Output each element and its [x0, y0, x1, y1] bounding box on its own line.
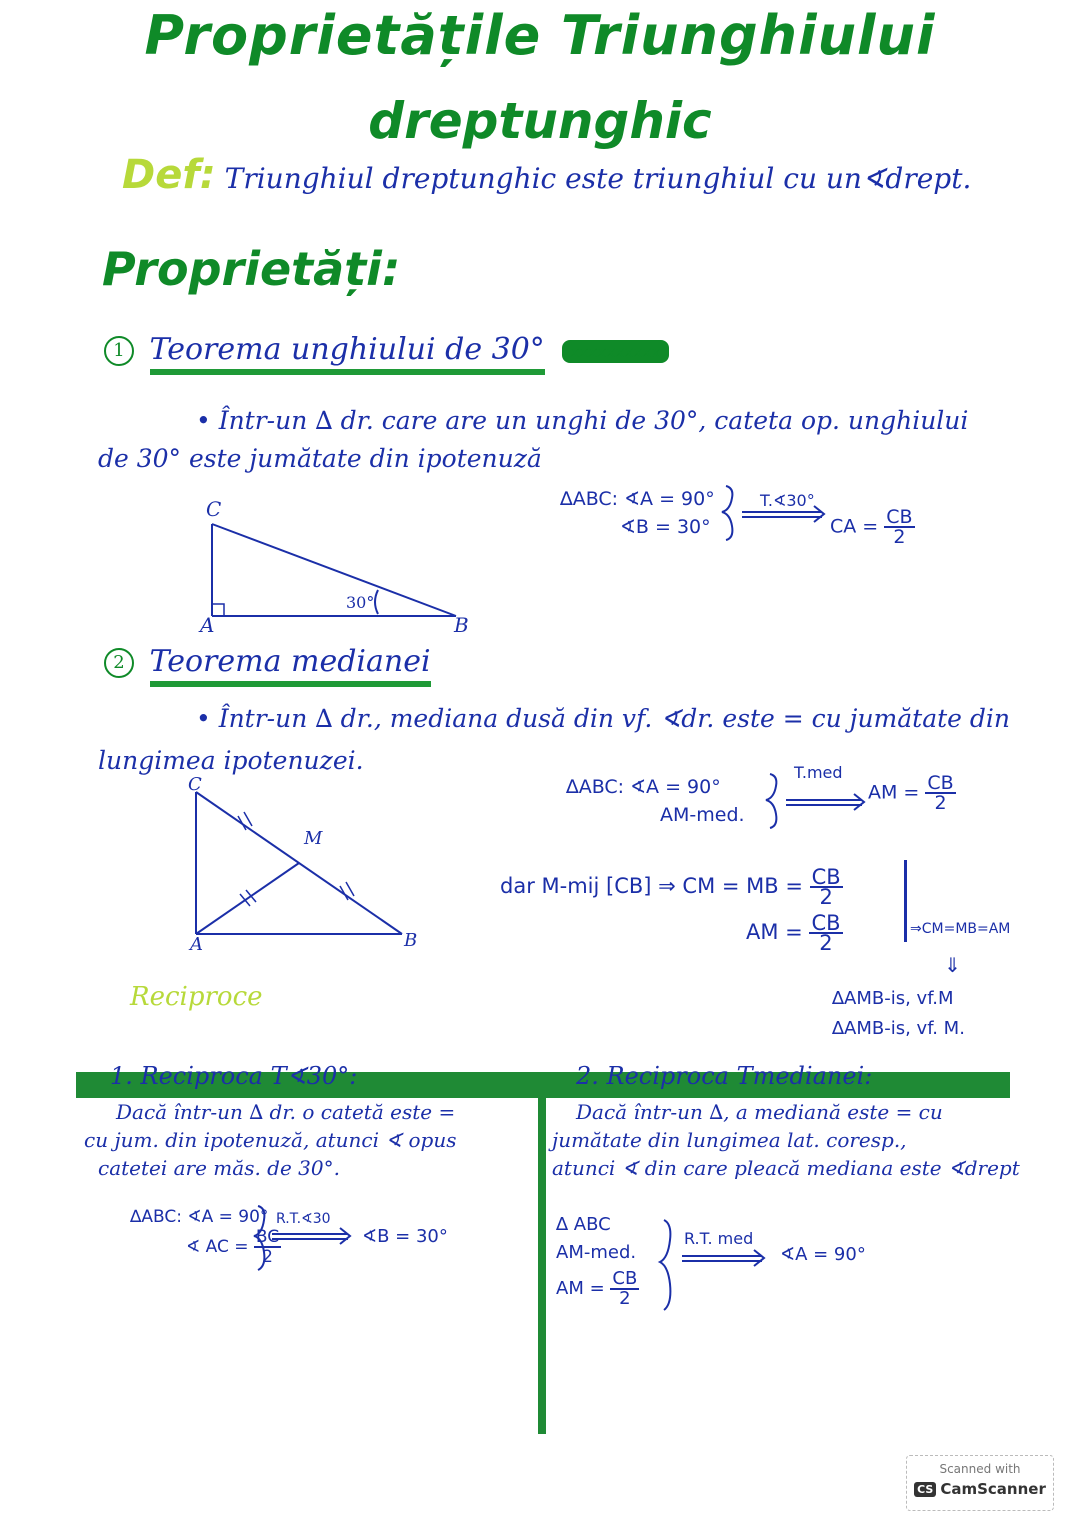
- reciproc1-title: 1. Reciproca T∢30°:: [110, 1062, 358, 1090]
- reciproc1-hyp2-text: ∢ AC =: [186, 1237, 249, 1257]
- fraction-denominator: 2: [819, 885, 833, 909]
- fraction-numerator: CB: [612, 1268, 638, 1289]
- definition-text: Triunghiul dreptunghic este triunghiul cu un∢drept.: [224, 162, 972, 195]
- fraction-denominator: 2: [262, 1247, 273, 1267]
- theorem1-heading: [104, 332, 669, 367]
- vertex-b: B: [454, 613, 469, 637]
- fraction-numerator: CB: [811, 911, 841, 935]
- brace-bar: [904, 860, 907, 942]
- triangle-30-figure: [190, 497, 490, 640]
- column-divider: [538, 1072, 546, 1434]
- theorem2-number: 2: [104, 648, 134, 678]
- reciproc1-hyp1: ∆ABC: ∢A = 90°: [130, 1207, 269, 1227]
- theorem2-arrow-label: T.med: [794, 763, 843, 782]
- theorem2-statement-2: lungimea ipotenuzei.: [98, 746, 364, 775]
- theorem2-title: Teorema medianei: [150, 644, 431, 687]
- theorem1-number: 1: [104, 336, 134, 366]
- fraction-denominator: 2: [619, 1288, 631, 1309]
- reciproc2-text-3: atunci ∢ din care pleacă mediana este ∢drept: [552, 1156, 1020, 1180]
- watermark-line2: [907, 1480, 1053, 1498]
- midpoint-fraction: [810, 865, 843, 909]
- am-equals: [746, 911, 843, 955]
- theorem2-conclusion-text: AM =: [868, 781, 920, 804]
- reciproce-label: Reciproce: [130, 982, 263, 1012]
- theorem1-hyp2: ∢B = 30°: [620, 516, 711, 538]
- reciproc2-title: 2. Reciproca Tmedianei:: [576, 1062, 873, 1090]
- vertex-c: C: [188, 774, 202, 795]
- theorem1-conclusion-text: CA =: [830, 515, 879, 538]
- fraction-numerator: CB: [886, 506, 913, 528]
- midpoint-statement: [500, 865, 843, 909]
- fraction-denominator: 2: [934, 792, 947, 814]
- reciproc1-text-3: catetei are măs. de 30°.: [98, 1156, 340, 1180]
- reciproc1-text-1: Dacă într-un ∆ dr. o catetă este =: [116, 1100, 456, 1124]
- isosceles-2: ∆AMB-is, vf. M.: [832, 1018, 965, 1039]
- reciproc2-hyp3-text: AM =: [556, 1278, 605, 1299]
- reciproc1-arrow-label: R.T.∢30: [276, 1211, 331, 1227]
- am-text: AM =: [746, 920, 803, 944]
- theorem1-arrow-label: T.∢30°: [760, 491, 815, 510]
- vertex-m: M: [304, 828, 323, 849]
- fraction-numerator: CB: [927, 772, 954, 794]
- reciproc2-hyp1: ∆ ABC: [556, 1214, 611, 1235]
- page-title: Proprietățile Triunghiului: [144, 4, 936, 67]
- page-title-line2: dreptunghic: [368, 92, 712, 150]
- theorem1-title: Teorema unghiului de 30°: [150, 332, 545, 375]
- theorem1-statement-2: de 30° este jumătate din ipotenuză: [98, 444, 542, 473]
- scribble-mark: xxxxxxxxxx: [562, 340, 668, 363]
- definition: [122, 152, 1022, 198]
- camscanner-logo-icon: CS: [914, 1482, 936, 1497]
- watermark-brand: CamScanner: [940, 1480, 1046, 1498]
- theorem1-statement-1: • Într-un ∆ dr. care are un unghi de 30°, cateta op. unghiului: [196, 406, 969, 435]
- theorem1-fraction: [884, 508, 914, 546]
- reciproc1-conclusion: ∢B = 30°: [362, 1226, 448, 1247]
- theorem2-hyp2: AM-med.: [660, 804, 745, 826]
- reciproc2-arrow-label: R.T. med: [684, 1229, 754, 1248]
- reciproc1-text-2: cu jum. din ipotenuză, atunci ∢ opus: [84, 1128, 457, 1152]
- fraction-numerator: BC: [255, 1227, 280, 1247]
- vertex-c: C: [206, 497, 222, 521]
- angle-label: 30°: [346, 593, 375, 612]
- theorem2-heading: [104, 644, 431, 679]
- reciproc2-conclusion: ∢A = 90°: [780, 1244, 866, 1265]
- vertex-a: A: [190, 934, 203, 955]
- theorem1-conclusion: [830, 508, 915, 546]
- watermark-line1: Scanned with: [939, 1462, 1021, 1476]
- camscanner-watermark: [906, 1455, 1054, 1511]
- vertex-b: B: [404, 930, 418, 951]
- fraction-denominator: 2: [893, 526, 906, 548]
- theorem2-fraction: [925, 774, 955, 812]
- reciproc2-text-1: Dacă într-un ∆, a mediană este = cu: [576, 1100, 943, 1124]
- am-fraction: [809, 911, 842, 955]
- isosceles-1: ∆AMB-is, vf.M: [832, 988, 954, 1009]
- reciproc2-text-2: jumătate din lungimea lat. coresp.,: [552, 1128, 907, 1152]
- fraction-numerator: CB: [811, 865, 841, 889]
- implies-down: ⇓: [944, 953, 961, 977]
- theorem2-statement-1: • Într-un ∆ dr., mediana dusă din vf. ∢dr. este = cu jumătate din: [196, 704, 1010, 733]
- fraction-denominator: 2: [819, 931, 833, 955]
- theorem2-conclusion: [868, 774, 956, 812]
- median-figure: [180, 774, 430, 955]
- vertex-a: A: [200, 613, 215, 637]
- properties-heading: Proprietăți:: [102, 242, 401, 296]
- equal-segments-result: ⇒CM=MB=AM: [910, 921, 1011, 937]
- midpoint-text: dar M-mij [CB] ⇒ CM = MB =: [500, 874, 803, 898]
- theorem2-hyp1: ∆ABC: ∢A = 90°: [566, 776, 721, 798]
- reciproc2-hyp2: AM-med.: [556, 1242, 637, 1263]
- reciproc2-fraction: [610, 1270, 639, 1308]
- definition-label: Def:: [122, 152, 216, 198]
- reciproc2-hyp3: [556, 1270, 639, 1308]
- theorem1-hyp1: ∆ABC: ∢A = 90°: [560, 488, 715, 510]
